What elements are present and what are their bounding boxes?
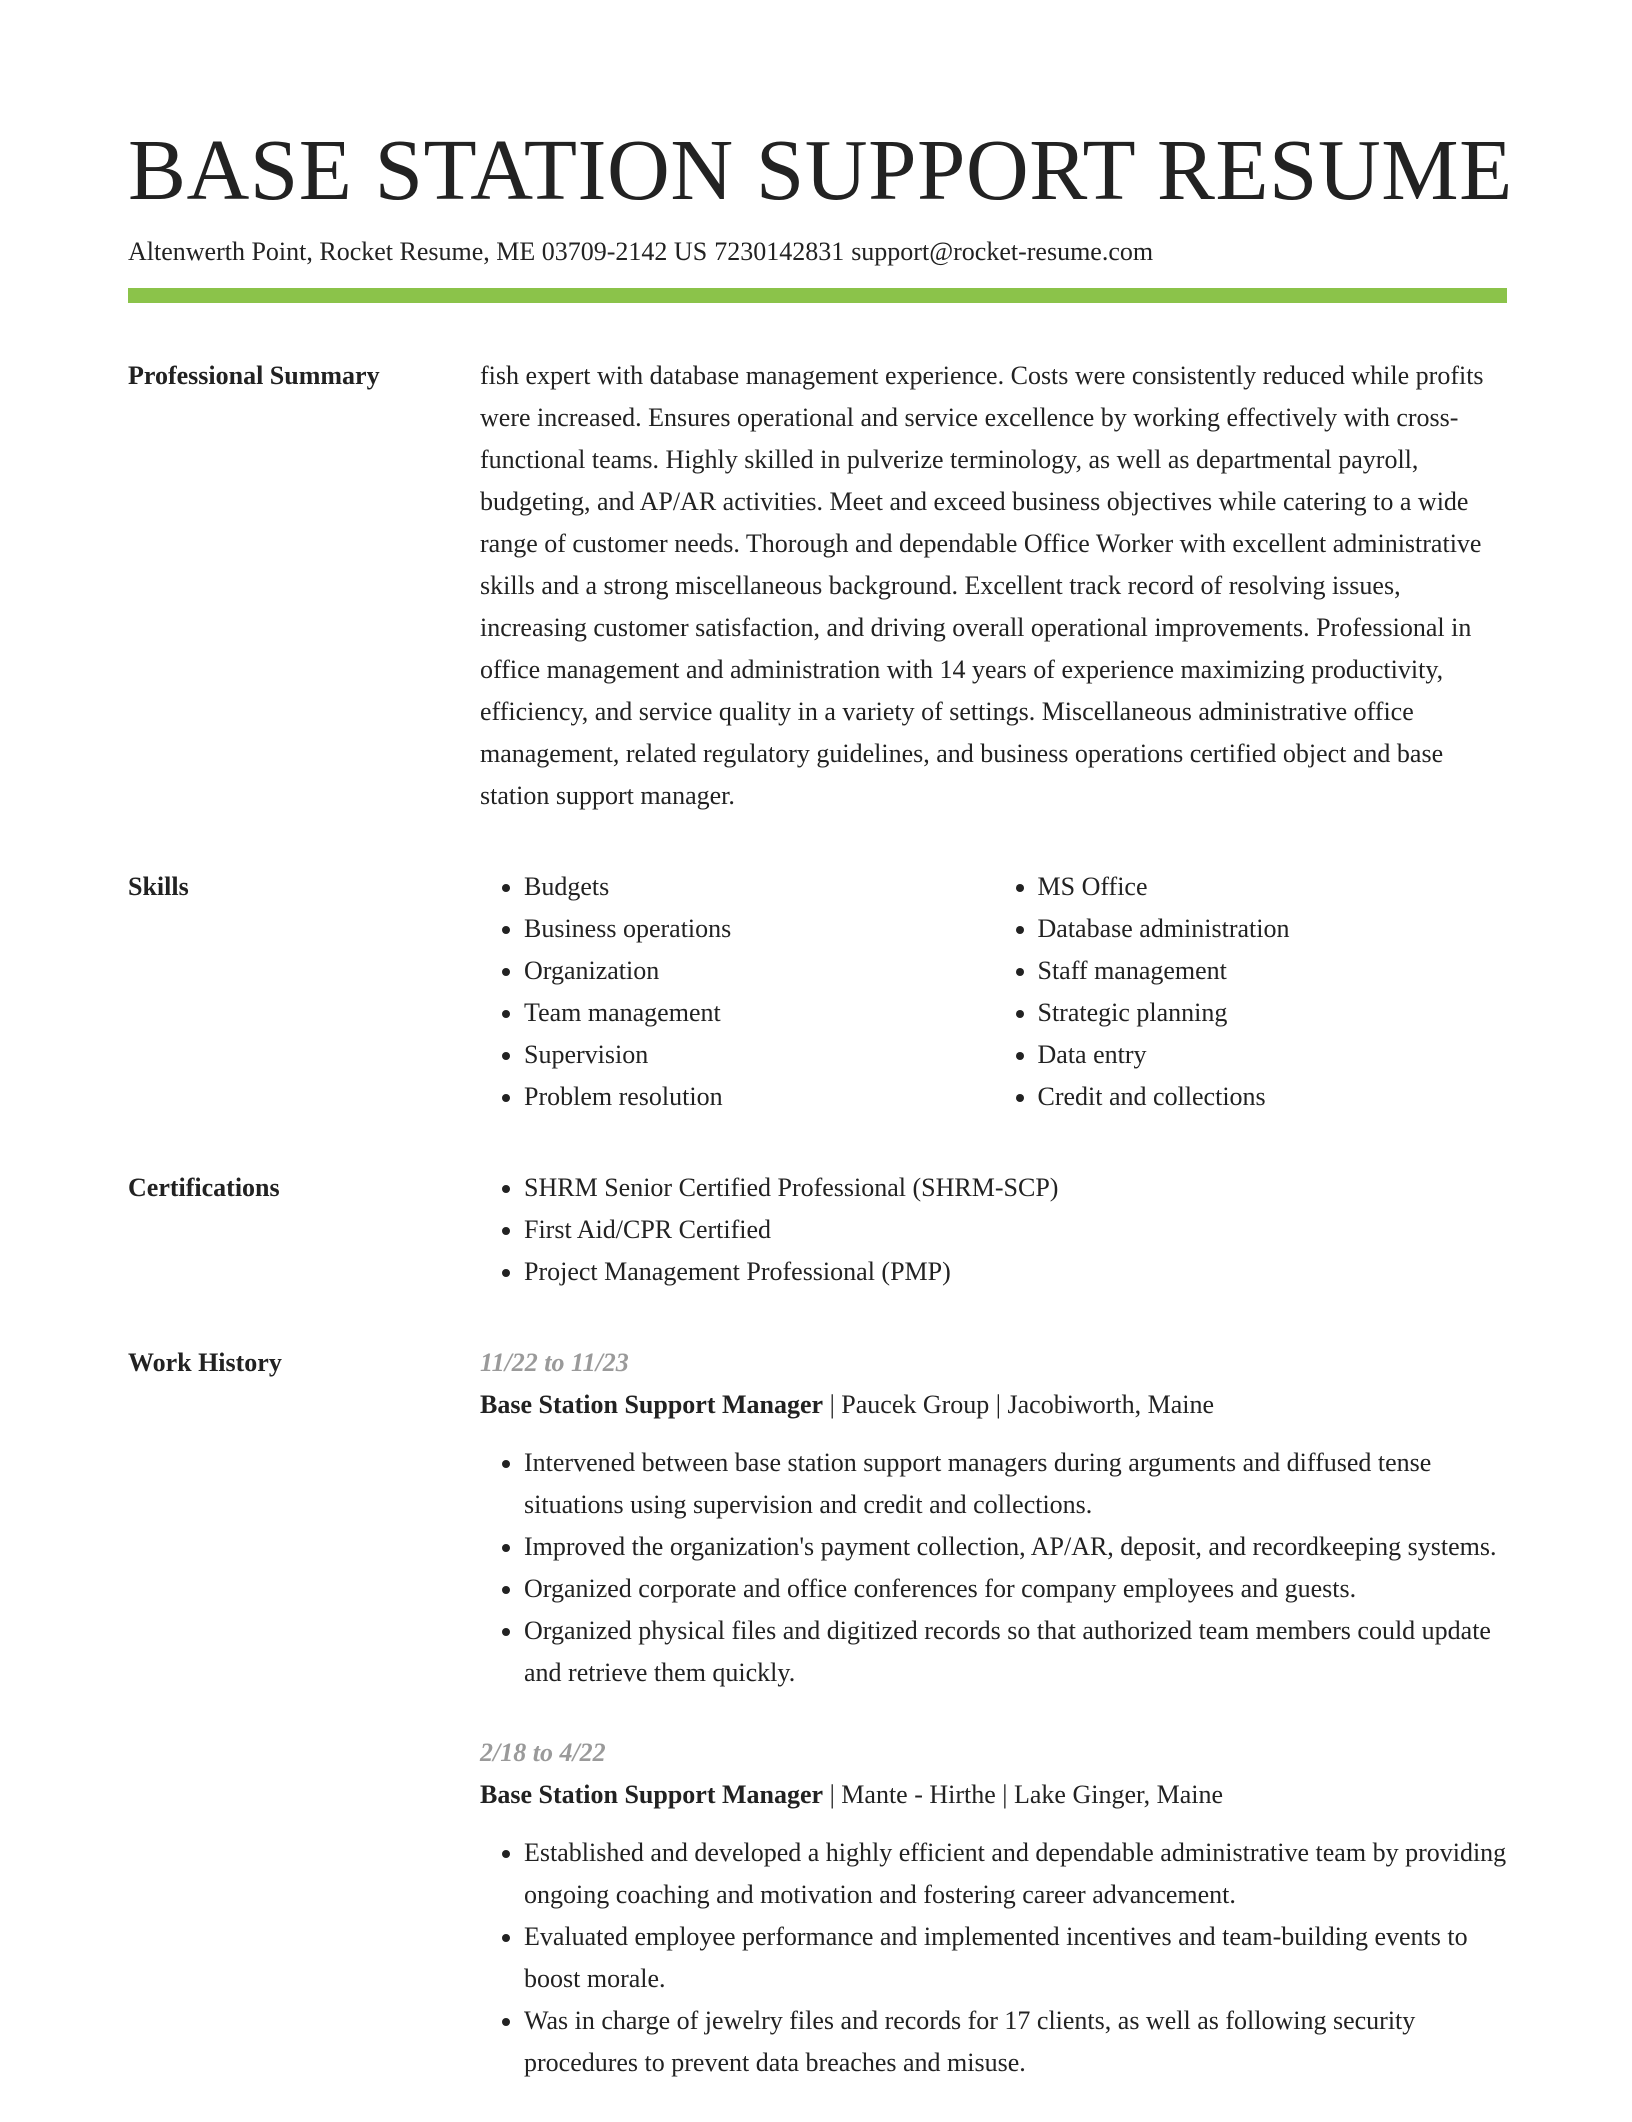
job-bullet: • Improved the organization's payment collection, AP/AR, deposit, and recordkeeping systems. [524,1526,1507,1568]
skill-item: • Strategic planning [1038,992,1508,1034]
work-history-section [128,1342,1507,2122]
job-entry [480,1342,1507,1694]
skills-heading: Skills [128,872,189,901]
job-bullets [480,1832,1507,2084]
job-entry [480,1732,1507,2084]
job-title: Base Station Support Manager [480,1780,824,1809]
skill-item: • Budgets [524,866,994,908]
job-dates: 2/18 to 4/22 [480,1738,606,1767]
job-title-line [480,1384,1507,1426]
summary-heading: Professional Summary [128,361,380,390]
certification-item: • First Aid/CPR Certified [524,1209,1507,1251]
skill-item: • Data entry [1038,1034,1508,1076]
job-bullet: • Intervened between base station support managers during arguments and diffused tense situations using supervision and credit and collections. [524,1442,1507,1526]
contact-line [128,236,1507,268]
job-details: | Paucek Group | Jacobiworth, Maine [829,1390,1215,1419]
job-title-line [480,1774,1507,1816]
certifications-heading: Certifications [128,1173,280,1202]
contact-address: Altenwerth Point, Rocket Resume, ME 03709-2142 US [128,237,708,266]
job-bullet: • Organized corporate and office conferences for company employees and guests. [524,1568,1507,1610]
skill-item: • Organization [524,950,994,992]
job-bullet: • Was in charge of jewelry files and records for 17 clients, as well as following security procedures to prevent data breaches and misuse. [524,2000,1507,2084]
header-divider [128,288,1507,303]
summary-text: fish expert with database management experience. Costs were consistently reduced while profits were increased. Ensures operational and service excellence by working effectively with cross-functional teams. Highly skilled in pulverize terminology, as well as departmental payroll, budgeting, and AP/AR activities. Meet and exceed business objectives while catering to a wide range of customer needs. Thorough and dependable Office Worker with excellent administrative skills and a strong miscellaneous background. Excellent track record of resolving issues, increasing customer satisfaction, and driving overall operational improvements. Professional in office management and administration with 14 years of experience maximizing productivity, efficiency, and service quality in a variety of settings. Miscellaneous administrative office management, related regulatory guidelines, and business operations certified object and base station support manager. [480,361,1484,810]
certification-item: • SHRM Senior Certified Professional (SHRM-SCP) [524,1167,1507,1209]
contact-email: support@rocket-resume.com [851,237,1154,266]
job-dates: 11/22 to 11/23 [480,1348,629,1377]
skills-section [128,866,1507,1118]
resume-title: BASE STATION SUPPORT RESUME [128,121,1513,218]
skill-item: • Database administration [1038,908,1508,950]
certifications-section [128,1167,1507,1293]
skill-item: • MS Office [1038,866,1508,908]
job-bullet: • Evaluated employee performance and implemented incentives and team-building events to boost morale. [524,1916,1507,2000]
work-history-heading: Work History [128,1348,282,1377]
skills-list-right [994,866,1508,1118]
job-bullets [480,1442,1507,1694]
job-title: Base Station Support Manager [480,1390,824,1419]
job-bullet: • Established and developed a highly efficient and dependable administrative team by providing ongoing coaching and motivation and fostering career advancement. [524,1832,1507,1916]
skill-item: • Business operations [524,908,994,950]
job-details: | Mante - Hirthe | Lake Ginger, Maine [829,1780,1224,1809]
contact-phone: 7230142831 [714,237,845,266]
certifications-list [480,1167,1507,1293]
skill-item: • Problem resolution [524,1076,994,1118]
skill-item: • Staff management [1038,950,1508,992]
summary-section [128,355,1507,817]
skill-item: • Team management [524,992,994,1034]
skills-list-left [480,866,994,1118]
job-bullet: • Organized physical files and digitized records so that authorized team members could update and retrieve them quickly. [524,1610,1507,1694]
skill-item: • Credit and collections [1038,1076,1508,1118]
skill-item: • Supervision [524,1034,994,1076]
certification-item: • Project Management Professional (PMP) [524,1251,1507,1293]
